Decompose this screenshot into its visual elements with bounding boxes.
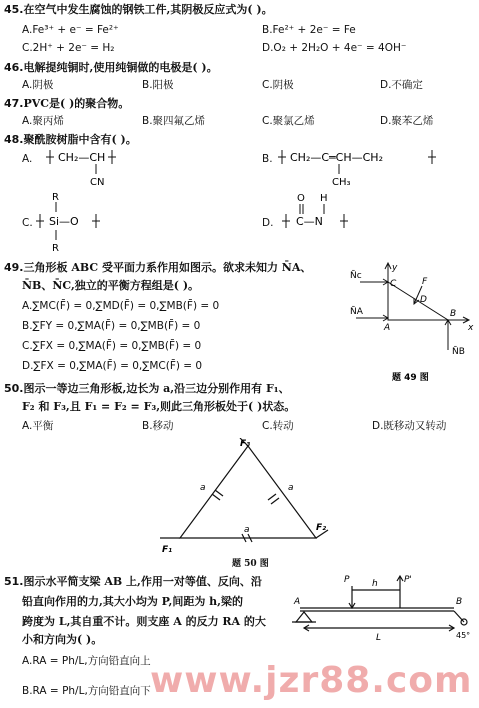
formula-b-main: CH₂—C═CH—CH₂ [290,151,383,164]
option-d: D. [262,217,274,229]
question-stem-cont: 跨度为 L,其自重不计。则支座 A 的反力 RA 的大 [22,615,266,628]
fig49-nb: N̄B [452,347,465,357]
option-a: A.阴极 [22,79,54,91]
option-d: D.既移动又转动 [372,420,447,432]
option-b: B.Fe²⁺ + 2e⁻ = Fe [262,24,356,36]
option-a: A.∑MC(F̄) = 0,∑MD(F̄) = 0,∑MB(F̄) = 0 [22,300,220,312]
option-c: C.∑FX = 0,∑MA(F̄) = 0,∑MB(F̄) = 0 [22,340,202,352]
option-b: B.移动 [142,420,174,432]
fig51-p: P [344,575,350,585]
fig49-f: F [422,277,428,287]
fig49-caption: 题 49 图 [392,373,429,383]
question-number: 51. [4,575,24,588]
fig51-l: L [376,633,382,643]
question-stem-cont: 铅直向作用的力,其大小均为 P,间距为 h,梁的 [22,595,243,608]
fig49-a: A [384,323,391,333]
formula-c-main: Si—O [49,215,79,228]
question-number: 48. [4,133,24,146]
watermark: www.jzr88.com [150,660,473,701]
fig49-x: x [468,323,474,333]
question-stem: 图示一等边三角形板,边长为 a,沿三边分别作用有 F₁、 [23,382,290,395]
fig49-nc: N̄c [350,271,362,281]
question-stem: 电解提纯铜时,使用纯铜做的电极是( )。 [23,61,218,74]
figure-50 [160,438,336,558]
fig49-y: y [392,263,398,273]
question-number: 49. [4,261,24,274]
polymer-formulas [0,146,479,258]
formula-b-sub: CH₃ [332,177,351,188]
option-c: C.2H⁺ + 2e⁻ = H₂ [22,42,115,54]
fig50-f1: F₁ [162,545,173,555]
fig51-b: B [456,597,463,607]
option-d: D.不确定 [380,79,423,91]
fig49-c: C [390,279,397,289]
question-number: 46. [4,61,24,74]
option-c: C. [22,217,33,229]
option-c: C.阴极 [262,79,294,91]
question-stem-cont: F₂ 和 F₃,且 F₁ = F₂ = F₃,则此三角形板处于( )状态。 [22,400,296,413]
formula-a-sub: CN [90,177,105,188]
option-a: A.聚丙烯 [22,115,64,127]
question-number: 45. [4,3,24,16]
question-stem-cont: 小和方向为( )。 [22,633,103,646]
option-b: B.阳极 [142,79,174,91]
question-number: 47. [4,97,24,110]
fig51-h: h [372,579,378,589]
option-a: A. [22,153,33,165]
fig49-na: N̄A [350,307,363,317]
fig51-p-prime: P' [404,575,412,585]
question-stem-cont: N̄B、N̄C,独立的平衡方程组是( )。 [22,279,200,292]
question-stem: PVC是( )的聚合物。 [23,97,130,110]
option-b: B.∑FY = 0,∑MA(F̄) = 0,∑MB(F̄) = 0 [22,320,201,332]
option-d: D.聚苯乙烯 [380,115,434,127]
question-stem: 聚酰胺树脂中含有( )。 [23,133,137,146]
option-a: A.平衡 [22,420,54,432]
option-c: C.聚氯乙烯 [262,115,315,127]
formula-d-main: C—N [296,215,323,228]
formula-a-main: CH₂—CH [58,151,106,164]
figure-51 [292,568,476,648]
formula-d-h: H [320,193,328,204]
fig49-b: B [450,309,457,319]
fig51-a: A [294,597,301,607]
formula-c-r-bottom: R [52,243,59,254]
formula-c-r-top: R [52,192,59,203]
option-b: B.RA = Ph/L,方向铅直向下 [22,685,151,697]
question-stem: 图示水平简支梁 AB 上,作用一对等值、反向、沿 [23,575,262,588]
fig50-a-bottom: a [244,525,250,535]
question-stem: 在空气中发生腐蚀的钢铁工件,其阴极反应式为( )。 [23,3,273,16]
option-d: D.O₂ + 2H₂O + 4e⁻ = 4OH⁻ [262,42,407,54]
fig50-a-right: a [288,483,294,493]
fig50-f3: F₃ [240,439,251,449]
formula-d-o: O [297,193,305,204]
option-a: A.RA = Ph/L,方向铅直向上 [22,655,151,667]
option-d: D.∑FX = 0,∑MA(F̄) = 0,∑MC(F̄) = 0 [22,360,203,372]
fig49-d: D [420,295,427,305]
fig50-a-left: a [200,483,206,493]
fig51-angle: 45° [456,631,471,640]
option-b: B.聚四氟乙烯 [142,115,206,127]
question-stem: 三角形板 ABC 受平面力系作用如图示。欲求未知力 N̄A、 [23,261,312,274]
option-c: C.转动 [262,420,294,432]
fig50-f2: F₂ [316,523,327,533]
fig50-caption: 题 50 图 [232,559,269,569]
option-a: A.Fe³⁺ + e⁻ = Fe²⁺ [22,24,119,36]
figure-49 [348,258,476,388]
option-b: B. [262,153,273,165]
question-number: 50. [4,382,24,395]
